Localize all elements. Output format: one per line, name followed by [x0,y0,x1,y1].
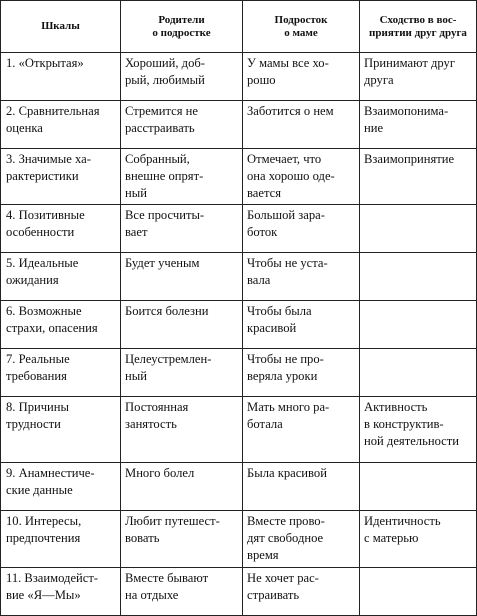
teen-cell: Мать много ра- ботала [243,397,360,463]
scale-cell: 4. Позитивные особенности [1,205,121,253]
table-row [1,397,477,463]
scale-cell: 2. Сравнительная оценка [1,101,121,149]
scale-cell: 9. Анамнестиче- ские данные [1,463,121,511]
teen-cell: Вместе прово- дят свободное время [243,511,360,568]
scale-cell: 3. Значимые ха- рактеристики [1,149,121,205]
similarity-cell [360,205,477,253]
similarity-cell [360,349,477,397]
similarity-cell [360,253,477,301]
table-row [1,101,477,149]
similarity-cell [360,301,477,349]
teen-cell: Отмечает, что она хорошо оде- вается [243,149,360,205]
header-parents-about-teen: Родители о подростке [121,1,243,53]
teen-cell: Чтобы не про- веряла уроки [243,349,360,397]
scale-cell: 7. Реальные требования [1,349,121,397]
similarity-cell [360,568,477,616]
parents-cell: Стремится не расстраивать [121,101,243,149]
teen-cell: Не хочет рас- страивать [243,568,360,616]
similarity-cell: Взаимопринятие [360,149,477,205]
parents-cell: Много болел [121,463,243,511]
parents-cell: Хороший, доб- рый, любимый [121,53,243,101]
parents-cell: Вместе бывают на отдыхе [121,568,243,616]
parents-cell: Любит путешест- вовать [121,511,243,568]
parents-cell: Будет ученым [121,253,243,301]
parents-cell: Целеустремлен- ный [121,349,243,397]
teen-cell: У мамы все хо- рошо [243,53,360,101]
table-header-row [1,1,477,53]
table-row [1,149,477,205]
teen-cell: Чтобы не уста- вала [243,253,360,301]
table-row [1,253,477,301]
similarity-cell: Взаимопонима- ние [360,101,477,149]
teen-cell: Большой зара- боток [243,205,360,253]
parents-cell: Постоянная занятость [121,397,243,463]
scale-cell: 1. «Открытая» [1,53,121,101]
parents-cell: Боится болезни [121,301,243,349]
teen-cell: Чтобы была красивой [243,301,360,349]
scale-cell: 10. Интересы, предпочтения [1,511,121,568]
similarity-cell: Идентичность с матерью [360,511,477,568]
teen-cell: Была красивой [243,463,360,511]
scale-cell: 11. Взаимодейст- вие «Я—Мы» [1,568,121,616]
header-mutual-similarity: Сходство в вос- приятии друг друга [360,1,477,53]
parents-cell: Собранный, внешне опрят- ный [121,149,243,205]
parents-cell: Все просчиты- вает [121,205,243,253]
table-row [1,205,477,253]
header-scales: Шкалы [1,1,121,53]
scale-cell: 5. Идеальные ожидания [1,253,121,301]
header-teen-about-mother: Подросток о маме [243,1,360,53]
table-row [1,301,477,349]
table-row [1,463,477,511]
table-row [1,511,477,568]
teen-cell: Заботится о нем [243,101,360,149]
similarity-cell: Активность в конструктив- ной деятельности [360,397,477,463]
similarity-cell [360,463,477,511]
table-row [1,568,477,616]
table-row [1,349,477,397]
scale-cell: 6. Возможные страхи, опасения [1,301,121,349]
scale-cell: 8. Причины трудности [1,397,121,463]
table-row [1,53,477,101]
similarity-cell: Принимают друг друга [360,53,477,101]
